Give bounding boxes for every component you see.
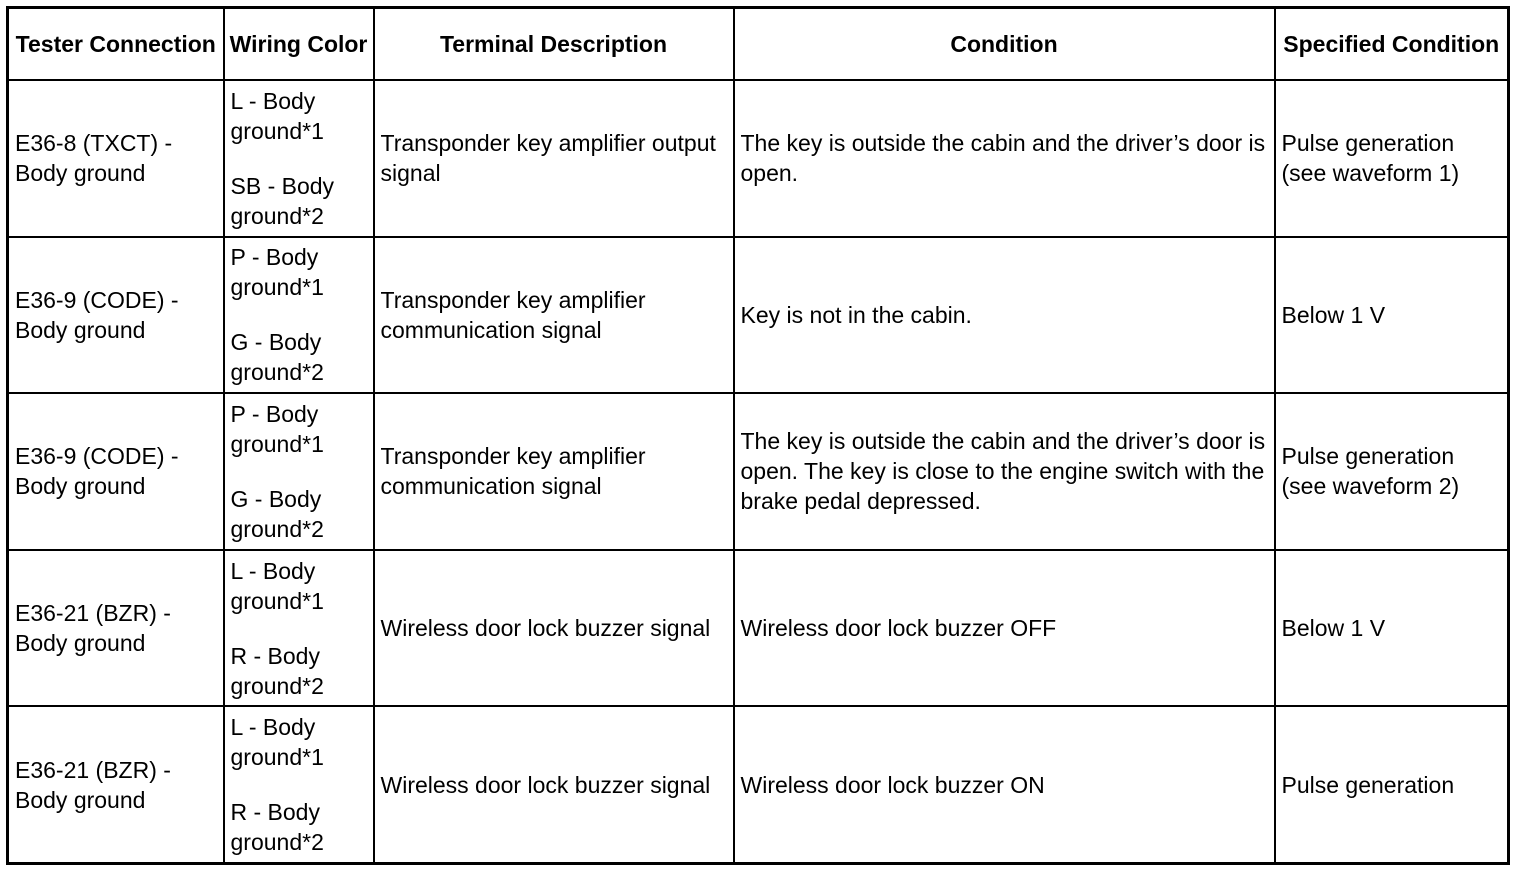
table-header-row: [8, 8, 1509, 81]
wiring-color-cell: [224, 393, 374, 550]
terminal-description-cell: Wireless door lock buzzer signal: [374, 550, 734, 707]
tester-connection-cell: E36-21 (BZR) - Body ground: [8, 550, 224, 707]
wiring-color-variant-2: R - Body ground*2: [230, 642, 324, 699]
header-terminal-description: Terminal Description: [374, 8, 734, 81]
terminal-description-cell: Transponder key amplifier output signal: [374, 80, 734, 237]
terminal-description-cell: Transponder key amplifier communication signal: [374, 393, 734, 550]
condition-cell: Wireless door lock buzzer ON: [734, 706, 1275, 863]
wiring-color-cell: [224, 550, 374, 707]
table-row: [8, 237, 1509, 394]
tester-connection-cell: E36-9 (CODE) - Body ground: [8, 237, 224, 394]
terminal-description-cell: Wireless door lock buzzer signal: [374, 706, 734, 863]
tester-connection-cell: E36-8 (TXCT) - Body ground: [8, 80, 224, 237]
wiring-color-cell: [224, 706, 374, 863]
wiring-color-variant-2: SB - Body ground*2: [230, 172, 335, 229]
specified-condition-cell: Below 1 V: [1275, 237, 1509, 394]
tester-connection-cell: E36-9 (CODE) - Body ground: [8, 393, 224, 550]
header-wiring-color: Wiring Color: [224, 8, 374, 81]
tester-connection-cell: E36-21 (BZR) - Body ground: [8, 706, 224, 863]
condition-cell: The key is outside the cabin and the driver’s door is open.: [734, 80, 1275, 237]
header-condition: Condition: [734, 8, 1275, 81]
condition-cell: Wireless door lock buzzer OFF: [734, 550, 1275, 707]
table-row: [8, 80, 1509, 237]
terminal-spec-table: [6, 6, 1510, 865]
wiring-color-variant-1: L - Body ground*1: [230, 714, 324, 771]
table-row: [8, 706, 1509, 863]
table-row: [8, 550, 1509, 707]
header-specified-condition: Specified Condition: [1275, 8, 1509, 81]
wiring-color-cell: [224, 237, 374, 394]
wiring-color-variant-2: G - Body ground*2: [230, 485, 324, 542]
wiring-color-variant-2: R - Body ground*2: [230, 799, 324, 856]
wiring-color-variant-2: G - Body ground*2: [230, 329, 324, 386]
wiring-color-variant-1: L - Body ground*1: [230, 87, 324, 144]
terminal-description-cell: Transponder key amplifier communication signal: [374, 237, 734, 394]
specified-condition-cell: Pulse generation: [1275, 706, 1509, 863]
wiring-color-cell: [224, 80, 374, 237]
wiring-color-variant-1: P - Body ground*1: [230, 244, 324, 301]
header-tester-connection: Tester Connection: [8, 8, 224, 81]
specified-condition-cell: Pulse generation (see waveform 1): [1275, 80, 1509, 237]
specified-condition-cell: Pulse generation (see waveform 2): [1275, 393, 1509, 550]
condition-cell: The key is outside the cabin and the driver’s door is open. The key is close to the engine switch with the brake pedal depressed.: [734, 393, 1275, 550]
table-row: [8, 393, 1509, 550]
specified-condition-cell: Below 1 V: [1275, 550, 1509, 707]
condition-cell: Key is not in the cabin.: [734, 237, 1275, 394]
wiring-color-variant-1: L - Body ground*1: [230, 557, 324, 614]
wiring-color-variant-1: P - Body ground*1: [230, 400, 324, 457]
